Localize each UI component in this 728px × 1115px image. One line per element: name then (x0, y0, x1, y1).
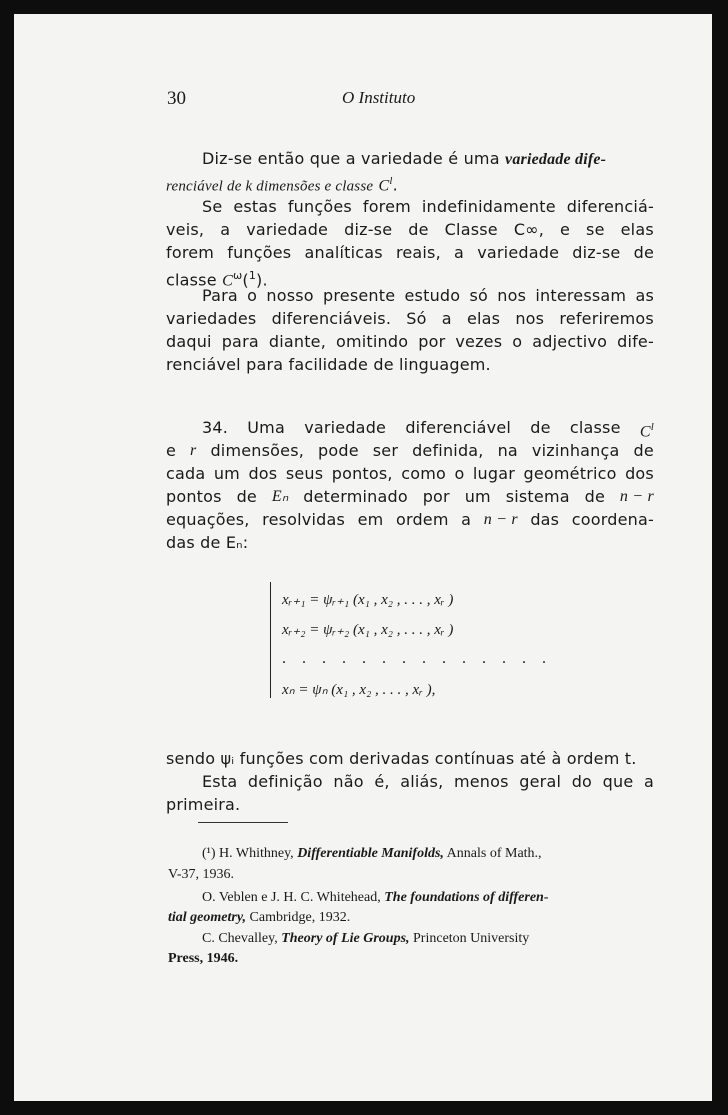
closing-line: Esta definição não é, aliás, menos geral do que a (202, 772, 654, 791)
paragraph-line: renciável para facilidade de linguagem. (166, 355, 491, 374)
section-34-line: 34. Uma variedade diferenciável de classe $C^l$ (202, 418, 654, 441)
paragraph-line: forem funções analíticas reais, a variedade diz-se de (166, 243, 654, 262)
footnote-2-cont: tial geometry, Cambridge, 1932. (168, 910, 351, 925)
footnote-3-cont: Press, 1946. (168, 951, 239, 966)
paragraph-line: Diz-se então que a variedade é uma variedade dife- (202, 149, 607, 168)
section-34-line: e r dimensões, pode ser definida, na vizinhança de (166, 441, 654, 460)
book-page (14, 14, 712, 1101)
equation-ellipsis: . . . . . . . . . . . . . . (282, 650, 552, 667)
equation-n: xₙ = ψₙ (x₁ , x₂ , . . . , xᵣ ), (282, 682, 436, 698)
paragraph-line: classe $C^\omega(^1)$. (166, 269, 268, 290)
section-34-line: das de Eₙ: (166, 533, 249, 552)
equation-1: xᵣ₊₁ = ψᵣ₊₁ (x₁ , x₂ , . . . , xᵣ ) (282, 592, 454, 608)
footnote-rule (198, 822, 288, 823)
paragraph-line: renciável de k dimensões e classe $C^l$. (166, 175, 398, 195)
section-34-line: cada um dos seus pontos, como o lugar geométrico dos (166, 464, 654, 483)
equation-2: xᵣ₊₂ = ψᵣ₊₂ (x₁ , x₂ , . . . , xᵣ ) (282, 622, 454, 638)
footnote-2: O. Veblen e J. H. C. Whitehead, The foundations of differen- (202, 890, 549, 905)
paragraph-line: Se estas funções forem indefinidamente diferenciá- (202, 197, 654, 216)
paragraph-line: Para o nosso presente estudo só nos interessam as (202, 286, 654, 305)
running-header: O Instituto (342, 88, 416, 107)
paragraph-line: daqui para diante, omitindo por vezes o adjectivo dife- (166, 332, 654, 351)
section-34-line: equações, resolvidas em ordem a n − r das coordena- (166, 510, 654, 529)
footnote-1-cont: V-37, 1936. (168, 867, 234, 882)
equation-brace (270, 582, 271, 698)
section-34-line: pontos de Eₙ determinado por um sistema de n − r (166, 487, 654, 506)
paragraph-line: veis, a variedade diz-se de Classe C∞, e se elas (166, 220, 654, 239)
footnote-1: (¹) H. Whithney, Differentiable Manifolds, Annals of Math., (202, 846, 542, 861)
paragraph-line: variedades diferenciáveis. Só a elas nos referiremos (166, 309, 654, 328)
closing-line: sendo ψᵢ funções com derivadas contínuas até à ordem t. (166, 749, 637, 768)
closing-line: primeira. (166, 795, 241, 814)
footnote-3: C. Chevalley, Theory of Lie Groups, Princeton University (202, 931, 530, 946)
page-number: 30 (167, 88, 186, 109)
